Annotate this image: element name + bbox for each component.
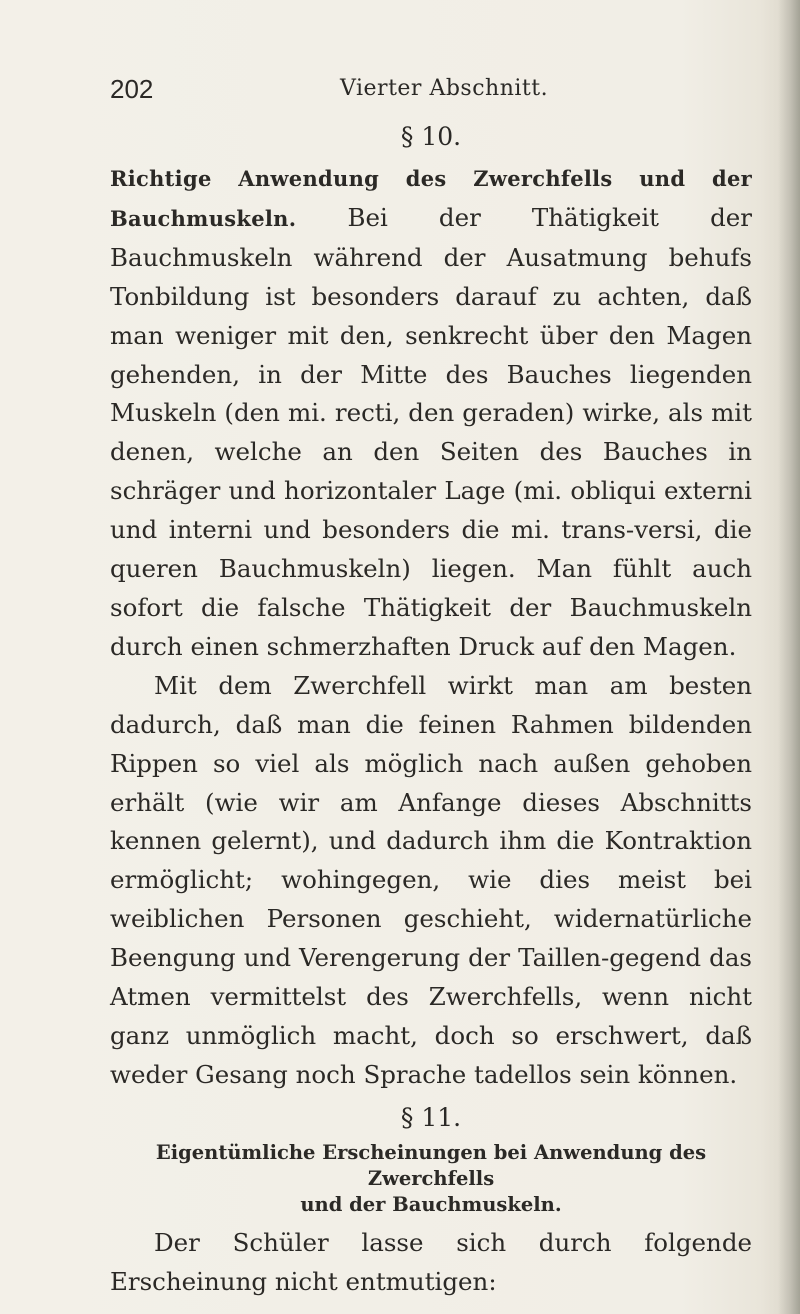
section-10-number: § 10.: [400, 122, 462, 151]
section-10-paragraph-1: [110, 159, 752, 667]
page-number: 202: [110, 74, 154, 104]
section-11-heading-line-2: und der Bauchmuskeln.: [300, 1192, 562, 1216]
page-content: [110, 122, 752, 1302]
page-header: [110, 74, 750, 114]
section-10-paragraph-2: Mit dem Zwerchfell wirkt man am besten dadurch, daß man die feinen Rahmen bildenden Rippen so viel als möglich nach außen gehoben erhält (wie wir am Anfange dieses Abschnitts kennen gelernt), und dadurch ihm die Kontraktion ermöglicht; wohingegen, wie dies meist bei weiblichen Personen geschieht, widernatürliche Beengung und Verengerung der Taillen-gegend das Atmen vermittelst des Zwerchfells, wenn nicht ganz unmöglich macht, doch so erschwert, daß weder Gesang noch Sprache tadellos sein können.: [110, 670, 752, 1089]
section-10-heading: Richtige Anwendung des Zwerchfells und der Bauchmuskeln.: [110, 166, 752, 231]
running-title: Vierter Abschnitt.: [340, 76, 549, 101]
page-edge-shadow: [778, 0, 800, 1314]
section-11-paragraph-1: Der Schüler lasse sich durch folgende Erscheinung nicht entmutigen:: [110, 1227, 752, 1296]
section-10-paragraph-1-text: Bei der Thätigkeit der Bauchmuskeln während der Ausatmung behufs Tonbildung ist besonders darauf zu achten, daß man weniger mit den, senkrecht über den Magen gehenden, in der Mitte des Bauches liegenden Muskeln (den mi. recti, den geraden) wirke, als mit denen, welche an den Seiten des Bauches in schräger und horizontaler Lage (mi. obliqui externi und interni und besonders die mi. trans-versi, die queren Bauchmuskeln) liegen. Man fühlt auch sofort die falsche Thätigkeit der Bauchmuskeln durch einen schmerzhaften Druck auf den Magen.: [110, 202, 753, 661]
section-11-number: § 11.: [400, 1102, 462, 1132]
section-11-heading-line-1: Eigentümliche Erscheinungen bei Anwendung des Zwerchfells: [155, 1140, 707, 1190]
